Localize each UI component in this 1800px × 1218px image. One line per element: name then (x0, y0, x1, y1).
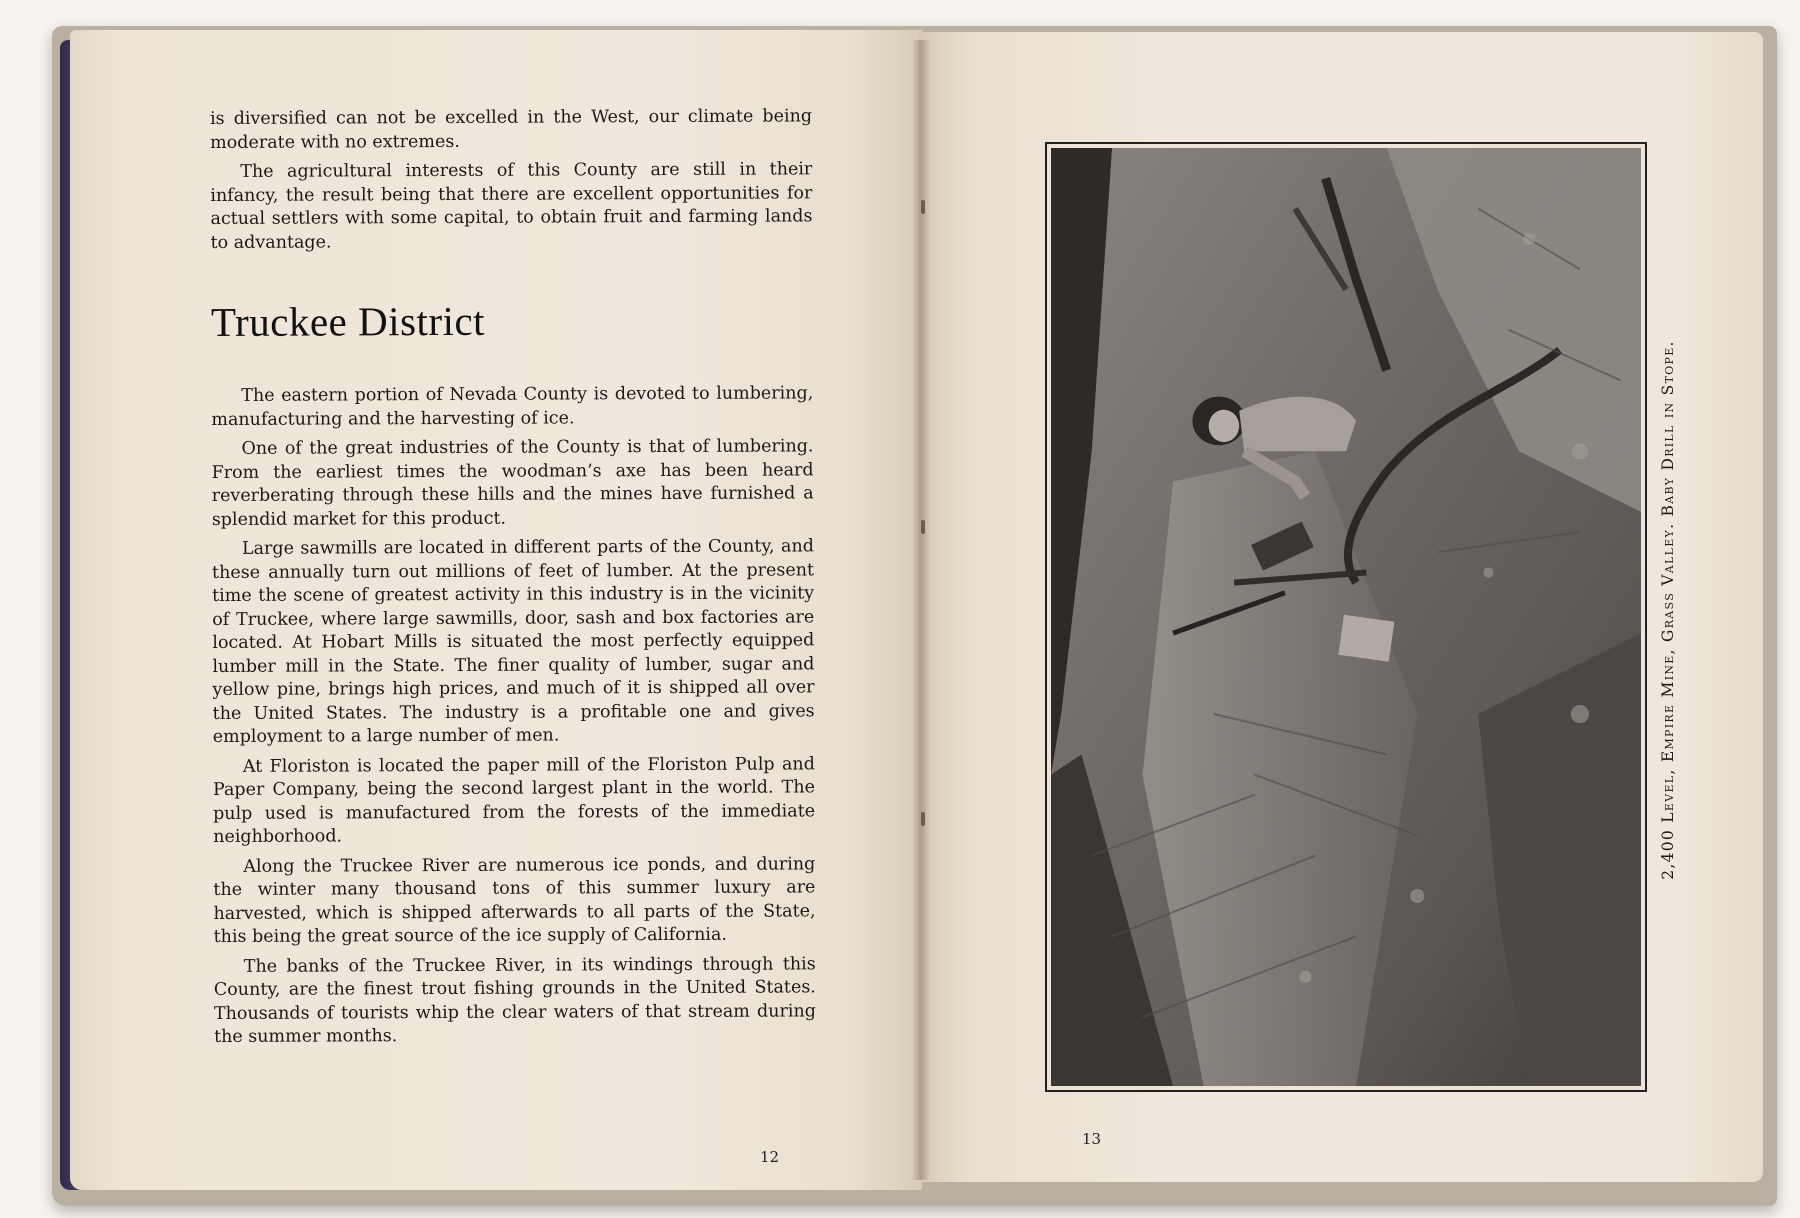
page-number-left: 12 (760, 1148, 780, 1166)
paragraph: is diversified can not be excelled in the West, our climate being moderate with no extremes. (210, 106, 813, 153)
photo-caption-text: 2,400 Level, Empire Mine, Grass Valley. Baby Drill in Stope. (1659, 340, 1677, 880)
paragraph: Along the Truckee River are numerous ice ponds, and during the winter many thousand tons of this summer luxury are harvested, which is shipped afterwards to all parts of the State, this being the great source of the ice supply of California. (213, 853, 816, 947)
paragraph: Large sawmills are located in different parts of the County, and these annually turn out millions of feet of lumber. At the present time the scene of greatest activity in this industry is in the vicinity of Truckee, where large sawmills, door, sash and box factories are located. At Hobart Mills is situated the most perfectly equipped lumber mill in the State. The finer quality of lumber, sugar and yellow pine, brings high prices, and much of it is shipped all over the United States. The industry is a profitable one and gives employment to a large number of men. (211, 536, 815, 747)
binding-staple (921, 520, 925, 534)
section-heading: Truckee District (210, 297, 486, 345)
paragraph: The banks of the Truckee River, in its windings through this County, are the finest trout fishing grounds in the United States. Thousands of tourists whip the clear waters of that stream during the summer months. (213, 953, 816, 1047)
binding-staple (921, 812, 925, 826)
left-page-text (210, 105, 816, 1055)
mine-photograph (1051, 148, 1641, 1086)
paragraph: At Floriston is located the paper mill of the Floriston Pulp and Paper Company, being the second largest plant in the world. The pulp used is manufactured from the forests of the immediate neighborhood. (212, 753, 816, 847)
photo-caption (1659, 340, 1688, 880)
binding-staple (921, 200, 925, 214)
mine-photograph-frame (1045, 142, 1647, 1092)
paragraph: The agricultural interests of this County are still in their infancy, the result being that there are excellent opportunities for actual settlers with some capital, to obtain fruit and farming lands to advantage. (210, 159, 813, 253)
paragraph: The eastern portion of Nevada County is devoted to lumbering, manufacturing and the harvesting of ice. (211, 383, 814, 430)
paragraph: One of the great industries of the County is that of lumbering. From the earliest times the woodman’s axe has been heard reverberating through these hills and the mines have furnished a splendid market for this product. (211, 436, 814, 530)
page-number-right: 13 (1082, 1130, 1102, 1148)
